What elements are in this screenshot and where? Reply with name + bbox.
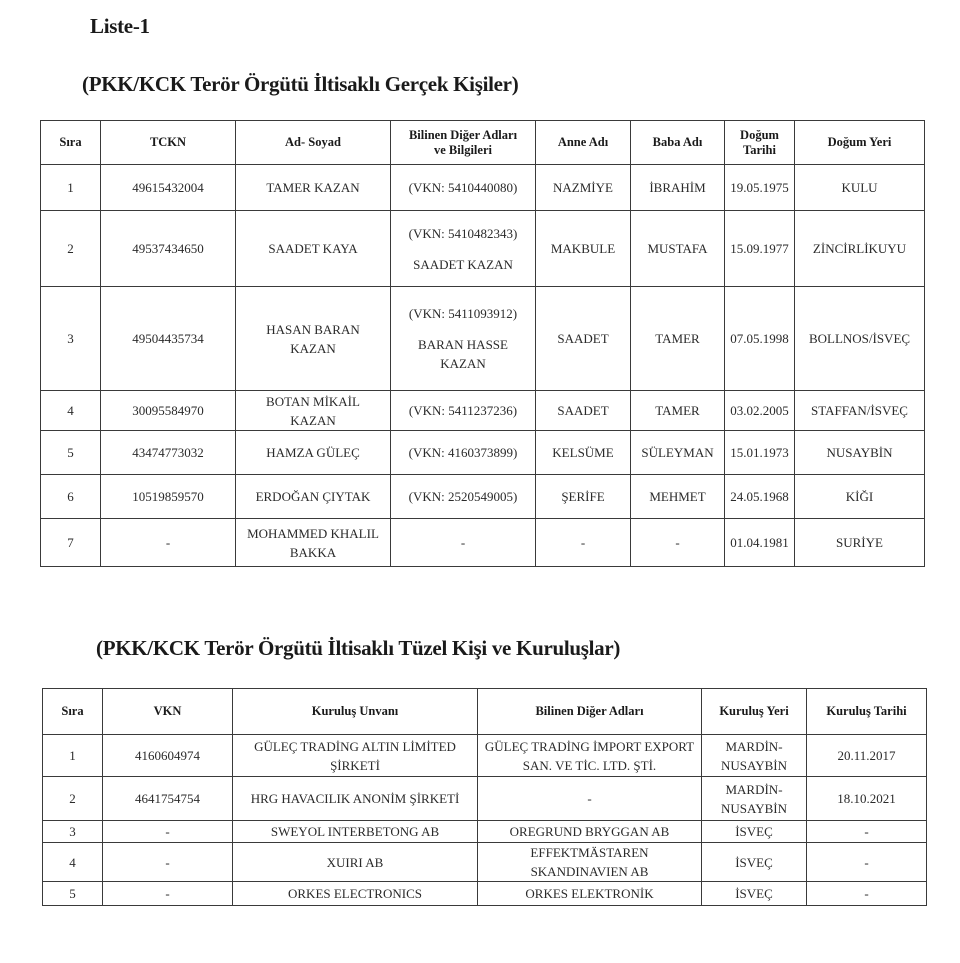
person-row xyxy=(41,475,925,519)
header-vkn: VKN xyxy=(103,689,233,735)
sira-cell: 1 xyxy=(43,735,103,777)
kurulus-unvani-cell-line: XUIRI AB xyxy=(326,854,384,870)
bilinen-diger-adlari-cell xyxy=(478,777,702,821)
kurulus-yeri-cell xyxy=(702,777,807,821)
ad-soyad-cell xyxy=(236,391,391,431)
header-diger-adlari xyxy=(391,121,536,165)
bilinen-diger-adlari-cell xyxy=(478,735,702,777)
kurulus-yeri-cell-line: MARDİN- xyxy=(725,781,783,797)
sira-cell: 4 xyxy=(43,843,103,882)
kurulus-unvani-cell xyxy=(233,735,478,777)
anne-adi-cell: ŞERİFE xyxy=(536,475,631,519)
header-ad-soyad: Ad- Soyad xyxy=(236,121,391,165)
diger-adlari-cell xyxy=(391,519,536,567)
dogum-yeri-cell: BOLLNOS/İSVEÇ xyxy=(795,287,925,391)
baba-adi-cell: MEHMET xyxy=(631,475,725,519)
orgs-table xyxy=(42,688,927,906)
kurulus-yeri-cell xyxy=(702,882,807,906)
diger-adlari-cell-line: (VKN: 5410440080) xyxy=(408,180,518,195)
kurulus-tarihi-cell: - xyxy=(807,882,927,906)
diger-adlari-cell-line: (VKN: 4160373899) xyxy=(408,445,518,460)
sira-cell: 6 xyxy=(41,475,101,519)
header-dogum-yeri: Doğum Yeri xyxy=(795,121,925,165)
dogum-tarihi-cell: 15.09.1977 xyxy=(725,211,795,287)
header-baba-adi: Baba Adı xyxy=(631,121,725,165)
sira-cell: 3 xyxy=(41,287,101,391)
ad-soyad-cell-line: KAZAN xyxy=(290,340,336,356)
vkn-cell: 4641754754 xyxy=(103,777,233,821)
baba-adi-cell: - xyxy=(631,519,725,567)
ad-soyad-cell xyxy=(236,211,391,287)
dogum-yeri-cell: KİĞI xyxy=(795,475,925,519)
diger-adlari-cell-line: SAADET KAZAN xyxy=(413,256,513,272)
ad-soyad-cell-line: HAMZA GÜLEÇ xyxy=(266,445,360,460)
kurulus-yeri-cell xyxy=(702,735,807,777)
ad-soyad-cell-line: MOHAMMED KHALIL xyxy=(247,525,379,541)
baba-adi-cell: TAMER xyxy=(631,287,725,391)
tckn-cell: 49615432004 xyxy=(101,165,236,211)
dogum-yeri-cell: SURİYE xyxy=(795,519,925,567)
list-title: Liste-1 xyxy=(90,14,150,38)
baba-adi-cell: MUSTAFA xyxy=(631,211,725,287)
person-row xyxy=(41,431,925,475)
bilinen-diger-adlari-cell-line: ORKES ELEKTRONİK xyxy=(525,886,654,901)
kurulus-unvani-cell-line: SWEYOL INTERBETONG AB xyxy=(270,824,440,839)
kurulus-yeri-cell-line: MARDİN- xyxy=(725,738,783,754)
header-kurulus-yeri: Kuruluş Yeri xyxy=(702,689,807,735)
kurulus-unvani-cell-line: GÜLEÇ TRADİNG ALTIN LİMİTED xyxy=(254,738,456,754)
vkn-cell: - xyxy=(103,843,233,882)
anne-adi-cell: NAZMİYE xyxy=(536,165,631,211)
diger-adlari-cell-line: BARAN HASSE xyxy=(418,337,508,352)
sira-cell: 5 xyxy=(43,882,103,906)
header-kurulus-tarihi: Kuruluş Tarihi xyxy=(807,689,927,735)
sira-cell: 3 xyxy=(43,821,103,843)
header-sira: Sıra xyxy=(41,121,101,165)
diger-adlari-cell xyxy=(391,431,536,475)
bilinen-diger-adlari-cell-line: SAN. VE TİC. LTD. ŞTİ. xyxy=(522,757,657,773)
kurulus-yeri-cell-line: NUSAYBİN xyxy=(721,757,787,773)
line-gap xyxy=(395,323,531,335)
bilinen-diger-adlari-cell xyxy=(478,882,702,906)
ad-soyad-cell-line: KAZAN xyxy=(290,412,336,428)
diger-adlari-cell xyxy=(391,287,536,391)
dogum-tarihi-cell: 24.05.1968 xyxy=(725,475,795,519)
kurulus-yeri-cell-line: İSVEÇ xyxy=(735,824,773,839)
orgs-header-row xyxy=(43,689,927,735)
sira-cell: 4 xyxy=(41,391,101,431)
ad-soyad-cell-line: BAKKA xyxy=(289,544,337,560)
diger-adlari-cell-line: (VKN: 5410482343) xyxy=(408,225,518,241)
dogum-tarihi-cell: 03.02.2005 xyxy=(725,391,795,431)
dogum-tarihi-cell: 19.05.1975 xyxy=(725,165,795,211)
diger-adlari-cell xyxy=(391,391,536,431)
vkn-cell: - xyxy=(103,882,233,906)
baba-adi-cell: TAMER xyxy=(631,391,725,431)
diger-adlari-cell xyxy=(391,211,536,287)
dogum-yeri-cell: ZİNCİRLİKUYU xyxy=(795,211,925,287)
diger-adlari-cell xyxy=(391,475,536,519)
header-diger-adlari-line2: ve Bilgileri xyxy=(434,142,492,157)
sira-cell: 1 xyxy=(41,165,101,211)
header-tckn: TCKN xyxy=(101,121,236,165)
ad-soyad-cell xyxy=(236,165,391,211)
dogum-yeri-cell: NUSAYBİN xyxy=(795,431,925,475)
kurulus-unvani-cell-line: HRG HAVACILIK ANONİM ŞİRKETİ xyxy=(250,791,460,806)
ad-soyad-cell xyxy=(236,287,391,391)
orgs-table-body xyxy=(43,735,927,906)
vkn-cell: - xyxy=(103,821,233,843)
baba-adi-cell: SÜLEYMAN xyxy=(631,431,725,475)
header-kurulus-unvani: Kuruluş Unvanı xyxy=(233,689,478,735)
diger-adlari-cell-line: (VKN: 2520549005) xyxy=(408,489,518,504)
dogum-yeri-cell: STAFFAN/İSVEÇ xyxy=(795,391,925,431)
diger-adlari-cell xyxy=(391,165,536,211)
anne-adi-cell: KELSÜME xyxy=(536,431,631,475)
bilinen-diger-adlari-cell-line: SKANDINAVIEN AB xyxy=(530,864,649,879)
header-anne-adi: Anne Adı xyxy=(536,121,631,165)
diger-adlari-cell-line: (VKN: 5411093912) xyxy=(408,306,518,321)
sira-cell: 2 xyxy=(43,777,103,821)
bilinen-diger-adlari-cell-line: - xyxy=(587,791,592,806)
kurulus-unvani-cell xyxy=(233,777,478,821)
sira-cell: 5 xyxy=(41,431,101,475)
header-diger-adlari-line1: Bilinen Diğer Adları xyxy=(408,127,518,142)
ad-soyad-cell xyxy=(236,475,391,519)
sira-cell: 2 xyxy=(41,211,101,287)
kurulus-yeri-cell-line: NUSAYBİN xyxy=(721,800,787,816)
orgs-section-title: (PKK/KCK Terör Örgütü İltisaklı Tüzel Kişi ve Kuruluşlar) xyxy=(96,636,621,660)
persons-section-title: (PKK/KCK Terör Örgütü İltisaklı Gerçek Kişiler) xyxy=(82,72,519,96)
header-sira: Sıra xyxy=(43,689,103,735)
kurulus-tarihi-cell: - xyxy=(807,821,927,843)
tckn-cell: 30095584970 xyxy=(101,391,236,431)
tckn-cell: 49537434650 xyxy=(101,211,236,287)
bilinen-diger-adlari-cell-line: EFFEKTMÄSTAREN xyxy=(530,845,649,860)
dogum-yeri-cell: KULU xyxy=(795,165,925,211)
org-row xyxy=(43,735,927,777)
persons-header-row xyxy=(41,121,925,165)
person-row xyxy=(41,391,925,431)
tckn-cell: 10519859570 xyxy=(101,475,236,519)
persons-table xyxy=(40,120,925,567)
org-row xyxy=(43,777,927,821)
persons-table-body xyxy=(41,165,925,567)
person-row xyxy=(41,165,925,211)
ad-soyad-cell-line: BOTAN MİKAİL xyxy=(266,393,360,409)
kurulus-unvani-cell-line: ŞİRKETİ xyxy=(330,757,380,773)
person-row xyxy=(41,287,925,391)
org-row xyxy=(43,821,927,843)
kurulus-tarihi-cell: 20.11.2017 xyxy=(807,735,927,777)
anne-adi-cell: - xyxy=(536,519,631,567)
kurulus-yeri-cell-line: İSVEÇ xyxy=(735,886,773,901)
dogum-tarihi-cell: 07.05.1998 xyxy=(725,287,795,391)
kurulus-yeri-cell xyxy=(702,821,807,843)
kurulus-unvani-cell xyxy=(233,821,478,843)
ad-soyad-cell-line: SAADET KAYA xyxy=(268,241,358,256)
anne-adi-cell: SAADET xyxy=(536,287,631,391)
org-row xyxy=(43,882,927,906)
diger-adlari-cell-line: KAZAN xyxy=(440,356,486,371)
ad-soyad-cell-line: ERDOĞAN ÇIYTAK xyxy=(255,489,371,504)
header-dogum-tarihi-line2: Tarihi xyxy=(743,142,776,157)
header-bilinen-diger-adlari: Bilinen Diğer Adları xyxy=(478,689,702,735)
anne-adi-cell: SAADET xyxy=(536,391,631,431)
ad-soyad-cell-line: HASAN BARAN xyxy=(266,321,360,337)
ad-soyad-cell xyxy=(236,519,391,567)
org-row xyxy=(43,843,927,882)
bilinen-diger-adlari-cell xyxy=(478,821,702,843)
kurulus-unvani-cell xyxy=(233,843,478,882)
anne-adi-cell: MAKBULE xyxy=(536,211,631,287)
header-dogum-tarihi xyxy=(725,121,795,165)
vkn-cell: 4160604974 xyxy=(103,735,233,777)
bilinen-diger-adlari-cell xyxy=(478,843,702,882)
kurulus-yeri-cell xyxy=(702,843,807,882)
kurulus-unvani-cell xyxy=(233,882,478,906)
tckn-cell: 43474773032 xyxy=(101,431,236,475)
diger-adlari-cell-line: (VKN: 5411237236) xyxy=(408,403,518,418)
bilinen-diger-adlari-cell-line: OREGRUND BRYGGAN AB xyxy=(509,824,670,839)
header-dogum-tarihi-line1: Doğum xyxy=(740,127,779,142)
line-gap xyxy=(395,243,531,255)
kurulus-yeri-cell-line: İSVEÇ xyxy=(735,854,773,870)
kurulus-tarihi-cell: 18.10.2021 xyxy=(807,777,927,821)
dogum-tarihi-cell: 01.04.1981 xyxy=(725,519,795,567)
baba-adi-cell: İBRAHİM xyxy=(631,165,725,211)
dogum-tarihi-cell: 15.01.1973 xyxy=(725,431,795,475)
person-row xyxy=(41,211,925,287)
kurulus-unvani-cell-line: ORKES ELECTRONICS xyxy=(288,886,422,901)
person-row xyxy=(41,519,925,567)
tckn-cell: 49504435734 xyxy=(101,287,236,391)
kurulus-tarihi-cell: - xyxy=(807,843,927,882)
sira-cell: 7 xyxy=(41,519,101,567)
diger-adlari-cell-line: - xyxy=(460,535,466,550)
ad-soyad-cell-line: TAMER KAZAN xyxy=(266,180,360,195)
ad-soyad-cell xyxy=(236,431,391,475)
tckn-cell: - xyxy=(101,519,236,567)
bilinen-diger-adlari-cell-line: GÜLEÇ TRADİNG İMPORT EXPORT xyxy=(484,738,695,754)
